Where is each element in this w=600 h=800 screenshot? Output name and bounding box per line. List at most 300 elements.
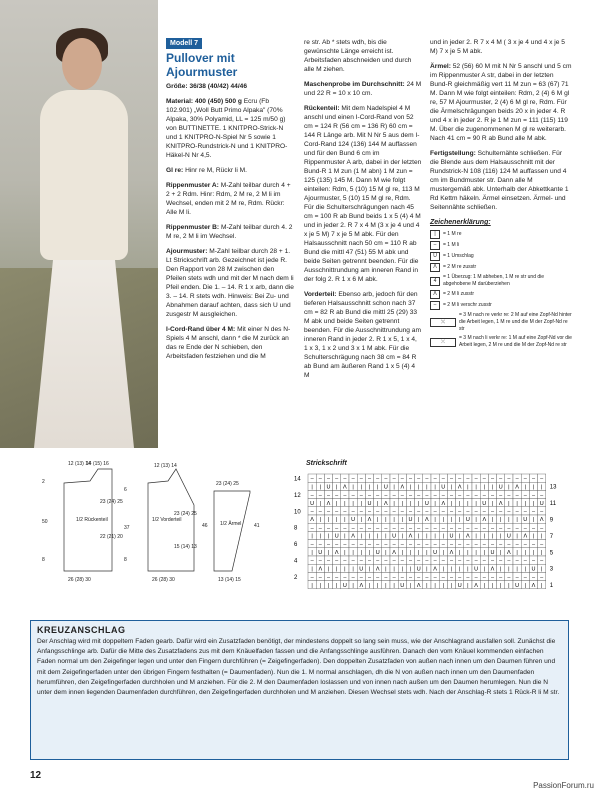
chart-stitch: | — [352, 484, 354, 491]
legend-symbol: 4 — [430, 277, 440, 286]
col1-label: Ajourmuster: — [166, 248, 208, 255]
chart-stitch: – — [466, 492, 470, 499]
chart-stitch: – — [507, 509, 511, 515]
chart-stitch: | — [540, 582, 543, 589]
chart-stitch: | — [368, 582, 371, 589]
legend-symbol: – — [430, 241, 440, 250]
back-top-2: 14 (15) 16 — [86, 461, 109, 467]
col2-text: Ebenso arb, jedoch für den tieferen Halsausschnitt schon nach 37 cm = 82 R ab Bund die mittl 25 (29) 33 M abk und beide Seiten getrennt beenden. Für die Ausschnittrundung am inneren Rand in jeder 2. R 1 x 5, 1 x 4, 1 x 3, 1 x 2 und 3 x 1 M abk. Für die Schulterschrägung nach 38 cm = 84 R ab Bund am äußeren Rand 1 x 5 (4) 4 M — [304, 291, 421, 379]
chart-stitch: | — [352, 582, 354, 589]
chart-stitch: Λ — [490, 566, 495, 573]
chart-stitch: | — [385, 566, 387, 573]
chart-stitch: – — [359, 525, 363, 532]
front-left-1: 6 — [124, 487, 127, 493]
back-mid-2: 22 (21) 20 — [100, 534, 123, 540]
chart-stitch: | — [475, 517, 477, 524]
chart-row-number-left: 2 — [294, 574, 298, 581]
chart-stitch: – — [318, 558, 322, 565]
chart-row-number-left: 6 — [294, 542, 298, 549]
chart-stitch: – — [408, 492, 413, 499]
chart-stitch: – — [425, 558, 429, 565]
chart-stitch: | — [426, 533, 428, 540]
chart-stitch: – — [482, 541, 486, 548]
chart-stitch: – — [433, 476, 437, 483]
chart-stitch: – — [359, 574, 363, 581]
chart-stitch: | — [335, 566, 338, 573]
chart-stitch: | — [319, 517, 322, 524]
col2-text: Mit dem Nadelspiel 4 M anschl und einen I-Cord-Rand von 52 cm = 124 R (56 cm = 136 R) 60 cm = 144 R Länge arb. Mit N Nr 5 aus dem I-Cord-Rand 124 (136) 144 M auffassen und für den Bund 6 cm im Rippenmuster A arb, dabei in der letzten Bund-R 1 M zun (1 M abn) 1 M zun = 125 (135) 145 M. Dann M wie folgt einteilen: Rdm, 5 (10) 15 M gl re, 113 M Ajourmuster, 5 (10) 15 M gl re, Rdm. Für die Schulterschrägungen nach 45 cm = 100 R ab Bund beids 1 x 5 (4) 4 M und in jeder 2. R 7 x 4 M (3 x je 4 und 4 x je 5 M) 7 x je 5 M abk. Für den Halsausschnitt nach 50 cm = 110 R ab Bund die mittl 47 (51) 55 M abk und beide Seiten getrennt beenden. Für die Ausschnittrundung am inneren Rand in der folg 2. R 1 x 6 M abk. — [304, 105, 422, 283]
chart-stitch: – — [499, 476, 503, 483]
chart-stitch: | — [409, 550, 412, 556]
col2-paragraph — [304, 290, 422, 380]
chart-stitch: – — [482, 476, 486, 483]
chart-row-number-right: 7 — [549, 533, 554, 540]
chart-stitch: – — [343, 541, 347, 548]
chart-stitch: – — [326, 476, 331, 483]
legend-item — [430, 301, 572, 310]
chart-stitch: | — [491, 533, 494, 540]
chart-stitch: | — [475, 500, 477, 507]
chart-stitch: – — [310, 541, 314, 548]
chart-stitch: U — [482, 500, 487, 507]
chart-stitch: | — [434, 500, 436, 507]
chart-stitch: U — [474, 566, 479, 573]
chart-stitch: – — [531, 509, 536, 515]
legend-text: = 1 M li — [443, 242, 460, 248]
chart-stitch: U — [457, 582, 462, 589]
chart-stitch: – — [540, 509, 544, 515]
chart-stitch: – — [540, 476, 544, 483]
chart-stitch: | — [508, 500, 510, 507]
chart-stitch: Λ — [523, 533, 528, 540]
chart-stitch: | — [417, 533, 420, 540]
chart-stitch: | — [508, 517, 510, 524]
chart-stitch: – — [449, 558, 454, 565]
col1-text: Ecru (Fb 102.901) „Woll Butt Primo Alpaka" (70% Alpaka, 30% Polyamid, LL = 125 m/50 g) von BUTTINETTE. 1 KNITPRO-Strick-N und 1 KNITPRO-N-Spiel Nr 5 sowie 1 KNITPRO-Rundstrick-N und 1 KNITPRO-Häkel-N Nr 4,5. — [166, 98, 288, 159]
chart-stitch: | — [401, 500, 404, 507]
chart-stitch: | — [508, 566, 510, 573]
chart-stitch: – — [335, 541, 339, 548]
chart-stitch: – — [318, 525, 322, 532]
chart-stitch: | — [385, 517, 387, 524]
chart-stitch: U — [318, 550, 323, 556]
chart-stitch: – — [507, 492, 511, 499]
chart-stitch: | — [401, 550, 404, 556]
chart-stitch: | — [467, 566, 469, 573]
col1-text: M-Zahl teilbar durch 4 + 2 + 2 Rdm. Hinr: Rdm, 2 M re, 2 M li im Wechsel, enden mit 2 M re, Rdm. Rückr: Alle M li. — [166, 182, 291, 216]
col3-paragraph — [430, 62, 572, 143]
chart-stitch: | — [385, 582, 387, 589]
back-bottom: 26 (28) 30 — [68, 577, 91, 583]
chart-stitch: Λ — [318, 566, 323, 573]
size-line: Größe: 36/38 (40/42) 44/46 — [166, 83, 248, 90]
chart-stitch: – — [433, 525, 437, 532]
chart-stitch: | — [352, 550, 354, 556]
chart-stitch: – — [392, 574, 396, 581]
chart-stitch: | — [458, 500, 461, 507]
chart-row-number-right: 9 — [549, 517, 554, 524]
chart-stitch: – — [367, 525, 372, 532]
chart-row-number-left: 8 — [294, 525, 298, 532]
chart-stitch: | — [524, 500, 527, 507]
legend-text: = 3 M nach re verkr re: 2 M auf eine Zopf-Nd hinter die Arbeit legen, 1 M re und die M der Zopf-Nd re str — [459, 312, 572, 332]
footer-watermark: PassionForum.ru — [533, 781, 594, 790]
chart-stitch: Λ — [392, 550, 396, 556]
chart-row-number-left: 10 — [294, 509, 301, 516]
chart-stitch: – — [408, 525, 413, 532]
chart-stitch: – — [433, 509, 437, 515]
back-left-2: 8 — [42, 557, 45, 563]
chart-stitch: – — [490, 574, 495, 581]
chart-stitch: | — [393, 582, 395, 589]
chart-stitch: Λ — [375, 566, 380, 573]
chart-stitch: – — [408, 574, 413, 581]
col1-paragraph — [166, 97, 296, 160]
chart-stitch: U — [416, 566, 421, 573]
chart-stitch: – — [318, 574, 322, 581]
chart-stitch: | — [327, 566, 330, 573]
chart-stitch: | — [409, 484, 412, 491]
chart-stitch: | — [319, 500, 322, 507]
chart-stitch: – — [523, 541, 527, 548]
chart-stitch: – — [326, 574, 331, 581]
chart-stitch: | — [516, 517, 518, 524]
chart-stitch: – — [376, 525, 380, 532]
chart-stitch: Λ — [425, 517, 429, 524]
chart-stitch: Λ — [457, 484, 462, 491]
chart-stitch: – — [310, 558, 314, 565]
back-top-1: 12 (13) 14 — [68, 461, 91, 467]
chart-stitch: – — [335, 574, 339, 581]
chart-stitch: – — [425, 492, 429, 499]
chart-stitch: | — [376, 533, 379, 540]
chart-stitch: – — [531, 558, 536, 565]
chart-stitch: | — [540, 484, 543, 491]
chart-stitch: U — [359, 566, 364, 573]
legend-item — [430, 274, 572, 288]
chart-stitch: – — [441, 476, 445, 483]
kreuzanschlag-title: KREUZANSCHLAG — [37, 625, 126, 635]
chart-stitch: – — [507, 476, 511, 483]
front-side: 37 — [124, 525, 130, 531]
chart-stitch: | — [344, 517, 346, 524]
chart-stitch: – — [499, 574, 503, 581]
chart-stitch: – — [449, 476, 454, 483]
chart-stitch: – — [466, 509, 470, 515]
chart-stitch: | — [409, 500, 412, 507]
chart-stitch: – — [351, 541, 355, 548]
col1-paragraph — [166, 247, 296, 319]
chart-stitch: | — [368, 566, 371, 573]
chart-stitch: – — [458, 574, 462, 581]
chart-stitch: | — [434, 582, 436, 589]
chart-stitch: – — [507, 525, 511, 532]
chart-stitch: – — [343, 476, 347, 483]
chart-stitch: U — [523, 517, 528, 524]
chart-stitch: | — [475, 533, 477, 540]
chart-stitch: – — [392, 476, 396, 483]
chart-stitch: | — [426, 582, 428, 589]
chart-stitch: U — [441, 484, 446, 491]
chart-stitch: | — [434, 517, 436, 524]
chart-stitch: – — [458, 476, 462, 483]
legend-text: = 1 Überzug: 1 M abheben, 1 M re str und die abgehobene M darüberziehen — [443, 274, 545, 287]
chart-stitch: Λ — [408, 533, 413, 540]
chart-stitch: – — [400, 509, 404, 515]
chart-stitch: | — [458, 566, 461, 573]
chart-stitch: – — [449, 574, 454, 581]
chart-stitch: | — [344, 566, 346, 573]
col1-paragraph — [166, 181, 296, 217]
chart-stitch: Λ — [482, 517, 487, 524]
chart-stitch: Λ — [449, 550, 454, 556]
chart-stitch: – — [408, 476, 413, 483]
chart-stitch: – — [359, 476, 363, 483]
chart-stitch: | — [409, 566, 412, 573]
chart-stitch: Λ — [474, 582, 478, 589]
chart-stitch: – — [343, 558, 347, 565]
chart-stitch: – — [326, 541, 331, 548]
col2-label: Vorderteil: — [304, 291, 337, 298]
front-name: 1/2 Vorderteil — [152, 517, 182, 523]
chart-stitch: – — [507, 558, 511, 565]
chart-stitch: | — [352, 500, 354, 507]
chart-stitch: – — [376, 541, 380, 548]
chart-stitch: Λ — [416, 582, 421, 589]
col1-paragraph — [166, 223, 296, 241]
chart-stitch: – — [499, 492, 503, 499]
chart-stitch: | — [516, 500, 518, 507]
chart-stitch: – — [540, 558, 544, 565]
chart-stitch: – — [343, 574, 347, 581]
back-side: 50 — [42, 519, 48, 525]
chart-stitch: – — [335, 558, 339, 565]
chart-stitch: – — [515, 476, 519, 483]
chart-stitch: – — [474, 509, 478, 515]
chart-stitch: – — [351, 509, 355, 515]
chart-stitch: U — [498, 484, 503, 491]
chart-stitch: – — [335, 492, 339, 499]
legend-title: Zeichenerklärung: — [430, 219, 491, 226]
chart-stitch: | — [450, 582, 453, 589]
chart-stitch: – — [425, 525, 429, 532]
col1-label: I-Cord-Rand über 4 M: — [166, 326, 236, 333]
chart-stitch: – — [531, 541, 536, 548]
chart-stitch: | — [467, 582, 469, 589]
chart-stitch: Λ — [359, 582, 364, 589]
chart-title: Strickschrift — [306, 460, 347, 467]
col1-text: Mit einer N des N-Spiels 4 M anschl, dann * die M zurück an das re Ende der N schieben, den Arbeitsfaden festziehen und die M — [166, 326, 291, 360]
chart-stitch: U — [383, 484, 388, 491]
chart-stitch: | — [442, 582, 445, 589]
chart-stitch: | — [524, 550, 527, 556]
chart-stitch: – — [392, 558, 396, 565]
chart-stitch: | — [434, 484, 436, 491]
chart-stitch: | — [335, 500, 338, 507]
legend-symbol: | — [430, 230, 440, 239]
chart-stitch: – — [417, 509, 421, 515]
chart-stitch: – — [408, 509, 413, 515]
chart-stitch: U — [375, 550, 380, 556]
col1-label: Rippenmuster B: — [166, 224, 220, 231]
chart-stitch: – — [482, 509, 486, 515]
chart-stitch: Λ — [441, 500, 446, 507]
chart-stitch: – — [318, 492, 322, 499]
chart-stitch: – — [417, 492, 421, 499]
chart-stitch: | — [524, 566, 527, 573]
chart-stitch: – — [359, 558, 363, 565]
chart-stitch: – — [351, 574, 355, 581]
chart-stitch: Λ — [334, 550, 339, 556]
chart-stitch: U — [506, 533, 511, 540]
chart-stitch: | — [311, 484, 313, 491]
chart-stitch: | — [516, 566, 518, 573]
sleeve-name: 1/2 Ärmel — [220, 521, 242, 527]
chart-stitch: Λ — [351, 533, 355, 540]
chart-stitch: – — [449, 509, 454, 515]
chart-stitch: – — [384, 476, 388, 483]
chart-stitch: – — [367, 509, 372, 515]
chart-stitch: – — [523, 558, 527, 565]
chart-stitch: – — [408, 558, 413, 565]
chart-stitch: | — [508, 484, 510, 491]
chart-stitch: | — [368, 484, 371, 491]
chart-stitch: U — [351, 517, 356, 524]
back-left-1: 2 — [42, 479, 45, 485]
chart-stitch: | — [532, 533, 535, 540]
legend-text: = 2 M li verschr zusstr — [443, 302, 492, 308]
chart-stitch: | — [319, 484, 322, 491]
chart-stitch: – — [400, 525, 404, 532]
chart-stitch: | — [434, 533, 436, 540]
chart-stitch: – — [490, 476, 495, 483]
chart-stitch: – — [466, 541, 470, 548]
chart-stitch: – — [400, 574, 404, 581]
chart-stitch: – — [490, 525, 495, 532]
chart-stitch: – — [490, 509, 495, 515]
chart-stitch: | — [409, 582, 412, 589]
chart-stitch: – — [425, 574, 429, 581]
chart-stitch: U — [400, 582, 405, 589]
chart-stitch: U — [424, 500, 429, 507]
chart-stitch: | — [401, 533, 404, 540]
chart-stitch: | — [467, 500, 469, 507]
chart-stitch: – — [318, 541, 322, 548]
chart-stitch: | — [540, 533, 543, 540]
chart-stitch: – — [400, 558, 404, 565]
chart-stitch: | — [442, 550, 445, 556]
chart-stitch: | — [385, 550, 387, 556]
col3-paragraph — [430, 38, 572, 56]
chart-stitch: – — [376, 476, 380, 483]
model-photo — [0, 0, 158, 448]
chart-stitch: – — [392, 525, 396, 532]
chart-stitch: – — [351, 525, 355, 532]
chart-stitch: – — [376, 509, 380, 515]
instructions-col-3 — [430, 38, 572, 351]
chart-stitch: Λ — [326, 500, 331, 507]
chart-stitch: | — [319, 533, 322, 540]
chart-stitch: – — [474, 558, 478, 565]
legend-symbol: ⤬ — [430, 318, 456, 327]
chart-stitch: – — [351, 558, 355, 565]
chart-stitch: Λ — [531, 582, 536, 589]
photo-head — [62, 38, 102, 90]
legend-item — [430, 230, 572, 239]
chart-stitch: | — [335, 517, 338, 524]
chart-stitch: – — [458, 525, 462, 532]
chart-stitch: | — [442, 566, 445, 573]
chart-stitch: | — [393, 517, 395, 524]
legend-text: = 2 M li zusstr — [443, 291, 474, 297]
chart-stitch: | — [401, 517, 404, 524]
chart-stitch: | — [426, 550, 428, 556]
chart-stitch: – — [466, 558, 470, 565]
chart-stitch: Λ — [515, 484, 519, 491]
chart-stitch: | — [376, 517, 379, 524]
chart-stitch: – — [540, 492, 544, 499]
chart-stitch: U — [449, 533, 454, 540]
col1-paragraph — [166, 325, 296, 361]
chart-stitch: – — [466, 476, 470, 483]
chart-stitch: Λ — [310, 517, 314, 524]
chart-stitch: – — [384, 525, 388, 532]
chart-stitch: | — [450, 500, 453, 507]
chart-stitch: – — [515, 558, 519, 565]
chart-stitch: – — [482, 492, 486, 499]
page-title: Pullover mit Ajourmuster — [166, 51, 238, 79]
chart-stitch: – — [441, 558, 445, 565]
front-top: 12 (13) 14 — [154, 463, 177, 469]
chart-stitch: – — [466, 525, 470, 532]
chart-stitch: – — [515, 492, 519, 499]
chart-stitch: – — [400, 541, 404, 548]
chart-stitch: – — [474, 525, 478, 532]
chart-stitch: | — [360, 533, 363, 540]
chart-stitch: | — [483, 582, 486, 589]
chart-stitch: – — [433, 541, 437, 548]
chart-stitch: – — [425, 541, 429, 548]
chart-row-number-left: 4 — [294, 558, 298, 565]
chart-stitch: – — [499, 525, 503, 532]
chart-row-number-right: 13 — [549, 484, 557, 491]
col2-label: Maschenprobe im Durchschnitt: — [304, 81, 405, 88]
sleeve-side-2: 41 — [254, 523, 260, 529]
chart-stitch: – — [343, 509, 347, 515]
chart-stitch: – — [326, 509, 331, 515]
chart-stitch: – — [515, 525, 519, 532]
chart-stitch: Λ — [498, 500, 503, 507]
chart-stitch: – — [490, 558, 495, 565]
stitch-chart — [290, 468, 580, 593]
chart-stitch: | — [327, 550, 330, 556]
chart-stitch: | — [524, 582, 527, 589]
chart-stitch: – — [458, 492, 462, 499]
chart-stitch: | — [450, 484, 453, 491]
chart-stitch: Λ — [367, 517, 372, 524]
legend-text: = 3 M nach li verkr re: 1 M auf eine Zopf-Nd vor die Arbeit legen, 2 M re und die M der Zopf-Nd re str — [459, 335, 572, 348]
chart-stitch: – — [326, 492, 331, 499]
chart-stitch: – — [540, 525, 544, 532]
col3-text: 52 (56) 60 M mit N Nr 5 anschl und 5 cm im Rippenmuster A str, dabei in der letzten Bund-R gleichmäßig vert 11 M zun = 63 (67) 71 M. Dann M wie folgt einteilen: Rdm, 2 (4) 6 M gl re, 57 M Ajourmuster, 2 (4) 6 M gl re, Rdm. Für die Ärmelschrägungen beids 20 x in jeder 4. R und 4 x in jeder 2. R je 1 M zun = 111 (115) 119 M. Über die zugenommenen M gl re weiterarb. Nach 41 cm = 90 R ab Bund alle M abk. — [430, 63, 572, 142]
chart-stitch: U — [392, 533, 397, 540]
col1-text: M-Zahl teilbar durch 28 + 1. Lt Strickschrift arb. Gezeichnet ist jede R. Den Rapport von 28 M zwischen den Pfeilen stets wdh und mit der M nach dem li Pfeil enden. Die 1. – 14. R 1 x arb, dann die 3. – 14. R stets wdh. Hinweis: Bei Zu- und Abnahmen darauf achten, dass sich U und zusgestr M ausgleichen. — [166, 248, 294, 318]
sleeve-shape — [214, 491, 250, 571]
chart-stitch: – — [523, 492, 527, 499]
legend-text: = 1 Umschlag — [443, 253, 474, 259]
chart-stitch: – — [326, 525, 331, 532]
chart-stitch: – — [400, 492, 404, 499]
